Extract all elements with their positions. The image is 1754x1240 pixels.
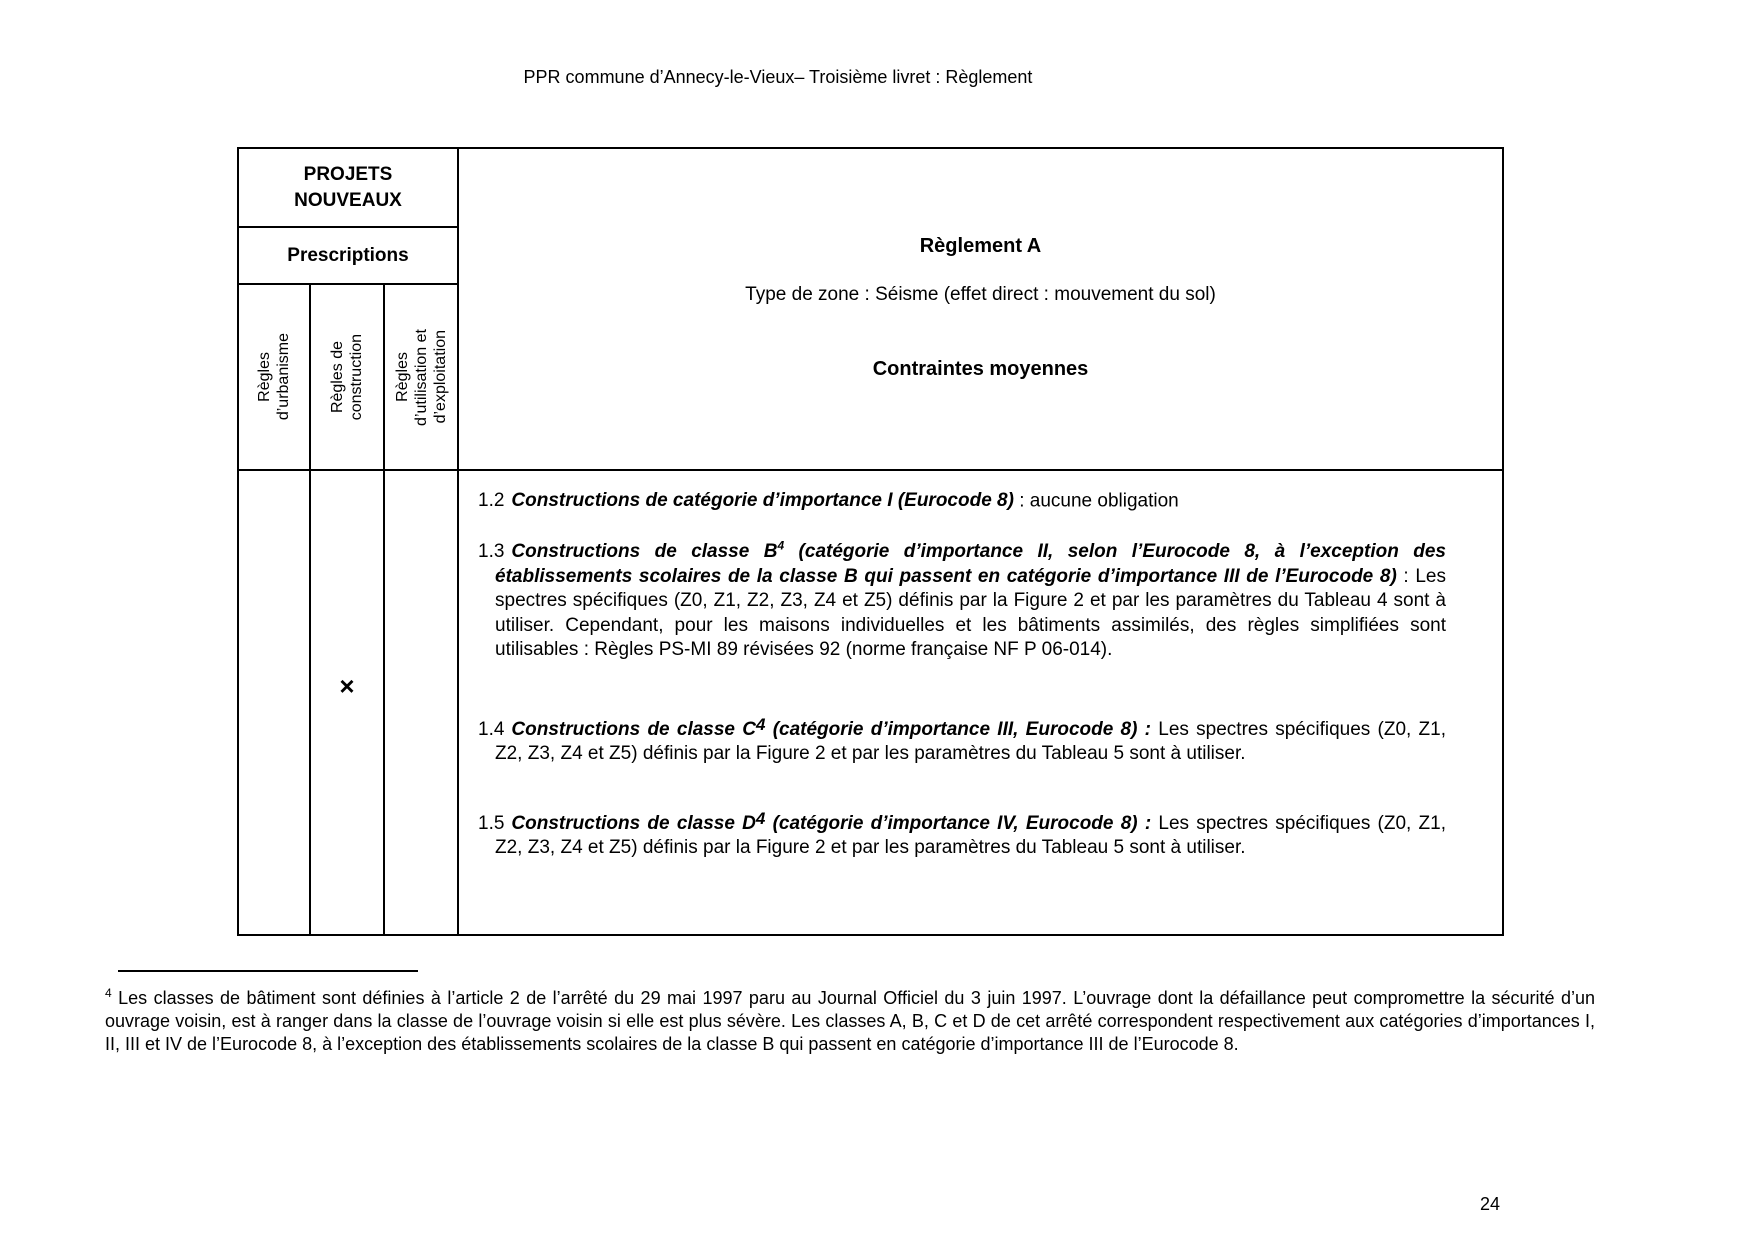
item-title (511, 714, 1152, 740)
rotated-label-line: d’exploitation (431, 330, 449, 424)
item-body-text: Les spectres spécifiques (Z0, Z1, Z2, Z3, Z4 et Z5) définis par la Figure 2 et par les paramètres du Tableau 5 sont à utiliser. (495, 718, 1446, 765)
item-title-text: Constructions de classe D (511, 812, 756, 834)
projets-nouveaux-label: PROJETS NOUVEAUX (294, 163, 402, 211)
footnote-marker: 4 (105, 986, 112, 1000)
item-title-text2: (catégorie d’importance IV, Eurocode 8) : (765, 812, 1152, 834)
rotated-label-line: d’utilisation et (412, 328, 430, 426)
document-header (0, 67, 1556, 88)
prescriptions-label: Prescriptions (287, 244, 409, 266)
rotated-label (393, 329, 450, 426)
footnote-reference: 4 (777, 538, 785, 553)
item-title-text2: (catégorie d’importance II, selon l’Eurocode 8, à l’exception des établissements scolaires de la classe B qui passent en catégorie d’importance III de l’Eurocode 8) (495, 541, 1446, 587)
rotated-label (328, 334, 366, 420)
column-header-regles-utilisation (385, 285, 459, 471)
rotated-label-line: d’urbanisme (275, 333, 292, 421)
footnote-reference: 4 (755, 808, 766, 828)
item-title-text: Constructions de catégorie d’importance I (Eurocode 8) (511, 490, 1014, 512)
item-body-text: : aucune obligation (1013, 490, 1179, 512)
item-body-text: Les spectres spécifiques (Z0, Z1, Z2, Z3, Z4 et Z5) définis par la Figure 2 et par les paramètres du Tableau 5 sont à utiliser. (495, 812, 1447, 859)
item-number: 1.2 (478, 490, 505, 512)
rotated-label-line: construction (348, 333, 365, 421)
footnote-reference: 4 (755, 714, 766, 734)
column-header-regles-construction (311, 285, 385, 471)
item-number: 1.5 (478, 812, 505, 834)
item-title-text2: (catégorie d’importance III, Eurocode 8) : (765, 718, 1152, 740)
projets-nouveaux-cell (239, 149, 459, 228)
item-title-text: Constructions de classe C (511, 718, 756, 740)
check-cell-construction (311, 471, 385, 934)
regulation-item-1-2 (469, 483, 1446, 514)
rotated-label-line: Règles de (329, 340, 346, 414)
item-number: 1.4 (478, 718, 505, 740)
regulation-content-cell (459, 471, 1502, 934)
item-title (495, 538, 1446, 587)
check-cell-urbanisme (239, 471, 311, 934)
check-mark: × (339, 671, 355, 701)
item-body-text: : Les spectres spécifiques (Z0, Z1, Z2, Z3, Z4 et Z5) définis par la Figure 2 et par les paramètres du Tableau 4 sont à utiliser. Cependant, pour les maisons individuelles et les bâtiments assimilés, des règles simplifiées sont utilisables : Règles PS-MI 89 révisées 92 (norme française NF P 06-014). (495, 565, 1446, 661)
item-number: 1.3 (478, 541, 505, 563)
reglement-title: Règlement A (919, 235, 1042, 257)
regulation-item-1-4 (469, 713, 1446, 767)
zone-header-cell (459, 149, 1502, 471)
footnote-text: Les classes de bâtiment sont définies à l’article 2 de l’arrêté du 29 mai 1997 paru au Journal Officiel du 3 juin 1997. L’ouvrage dont la défaillance peut compromettre la sécurité d’un ouvrage voisin, est à ranger dans la classe de l’ouvrage voisin si elle est plus sévère. Les classes A, B, C et D de cet arrêté correspondent respectivement aux catégories d’importances I, II, III et IV de l’Eurocode 8, à l’exception des établissements scolaires de la classe B qui passent en catégorie d’importance III de l’Eurocode 8. (105, 988, 1595, 1054)
footnote-separator (118, 970, 418, 972)
regulation-item-1-3 (469, 534, 1446, 663)
rotated-label (255, 333, 293, 420)
footnote (105, 982, 1595, 1056)
regulation-item-1-5 (469, 807, 1446, 861)
document-title: PPR commune d’Annecy-le-Vieux– Troisième livret : Règlement (523, 67, 1033, 87)
check-cell-utilisation (385, 471, 459, 934)
page-number: 24 (1480, 1194, 1501, 1214)
item-title (511, 808, 1152, 834)
constraints-text: Contraintes moyennes (872, 358, 1089, 380)
rotated-label-line: Règles (256, 352, 273, 402)
zone-type-text: Type de zone : Séisme (effet direct : mouvement du sol) (745, 284, 1216, 305)
prescriptions-cell (239, 228, 459, 285)
column-header-regles-urbanisme (239, 285, 311, 471)
item-title (511, 490, 1014, 511)
rotated-label-line: Règles (393, 352, 411, 402)
regulation-table (237, 147, 1504, 936)
item-title-text: Constructions de classe B (511, 541, 778, 563)
